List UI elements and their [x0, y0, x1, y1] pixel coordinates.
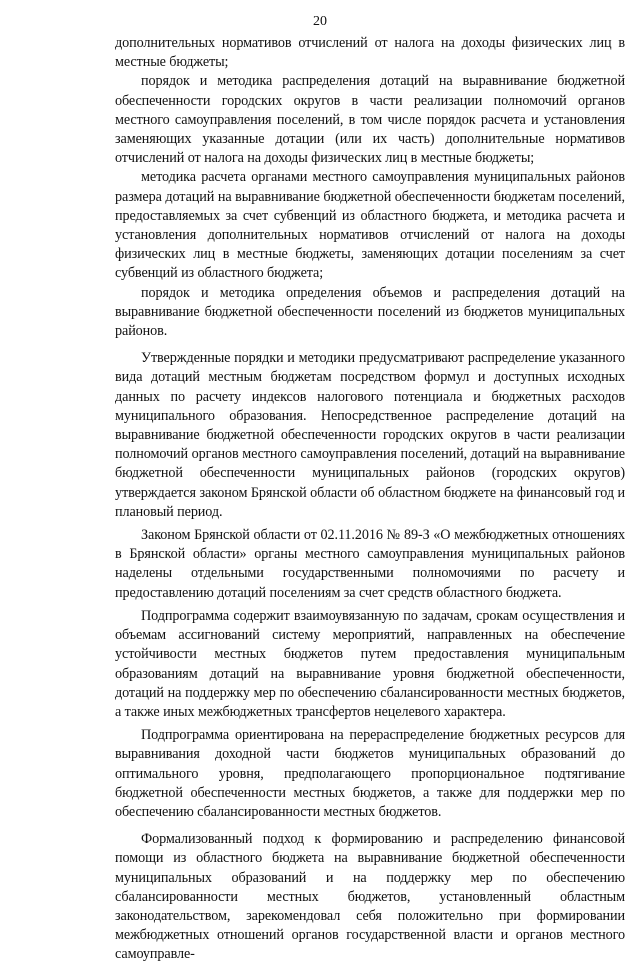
paragraph-cities-dotations: порядок и методика распределения дотаций на выравнивание бюджетной обеспеченности городских округов в части реализации полномочий органов местного самоуправления поселений, в том числе порядок расчета и установления заменяющих указанные дотации (или их часть) дополнительные нормативов отчислений от налога на доходы физических лиц в местные бюджеты; — [115, 73, 625, 167]
paragraph-settlements-dotations: порядок и методика определения объемов и распределения дотаций на выравнивание бюджетной обеспеченности поселений из бюджетов муниципальных районов. — [115, 284, 625, 340]
paragraph-regional-law: Законом Брянской области от 02.11.2016 № 89-З «О межбюджетных отношениях в Брянской области» органы местного самоуправления муниципальных районов наделены отдельными государственными полномочиями по расчету и предоставлению дотаций поселениям за счет средств областного бюджета. — [115, 527, 625, 601]
page-number: 20 — [313, 14, 327, 29]
paragraph-calculation-method: методика расчета органами местного самоуправления муниципальных районов размера дотаций на выравнивание бюджетной обеспеченности бюджетам поселений, предоставляемых за счет субвенций из областного бюджета, и методика расчета и установления дополнительных нормативов отчислений от налога на доходы физических лиц в местные бюджеты, заменяющих дотации поселениям за счет субвенций из областного бюджета; — [115, 169, 625, 282]
paragraph-approved-methods: Утвержденные порядки и методики предусматривают распределение указанного вида дотаций местным бюджетам посредством формул и доступных исходных данных по расчету индексов налогового потенциала и бюджетных расходов муниципального образования. Непосредственное распределение дотаций на выравнивание бюджетной обеспеченности городских округов в части реализации полномочий органов местного самоуправления поселений, дотаций на выравнивание бюджетной обеспеченности муниципальных районов (городских округов) утверждается законом Брянской области об областном бюджете на финансовый год и плановый период. — [115, 350, 625, 520]
paragraph-continuation: дополнительных нормативов отчислений от налога на доходы физических лиц в местные бюджеты; — [115, 35, 625, 71]
paragraph-subprogram-orientation: Подпрограмма ориентирована на перераспределение бюджетных ресурсов для выравнивания доходной части бюджетов муниципальных образований до оптимального уровня, предполагающего пропорциональное подтягивание бюджетной обеспеченности местных бюджетов, а также для поддержки мер по обеспечению сбалансированности местных бюджетов. — [115, 727, 625, 820]
paragraph-formalized-approach: Формализованный подход к формированию и распределению финансовой помощи из областного бюджета на выравнивание бюджетной обеспеченности муниципальных образований и на поддержку мер по обеспечению сбалансированности местных бюджетов, установленный областным законодательством, зарекомендовал себя положительно при формировании межбюджетных отношений органов государственной власти и органов местного самоуправле- — [115, 831, 625, 963]
paragraph-subprogram-content: Подпрограмма содержит взаимоувязанную по задачам, срокам осуществления и объемам ассигнований систему мероприятий, направленных на обеспечение устойчивости местных бюджетов путем предоставления муниципальным образованиям дотаций на выравнивание уровня бюджетной обеспеченности, дотаций на поддержку мер по обеспечению сбалансированности местных бюджетов, а также иных межбюджетных трансфертов нецелевого характера. — [115, 607, 625, 720]
body-text — [115, 34, 625, 965]
